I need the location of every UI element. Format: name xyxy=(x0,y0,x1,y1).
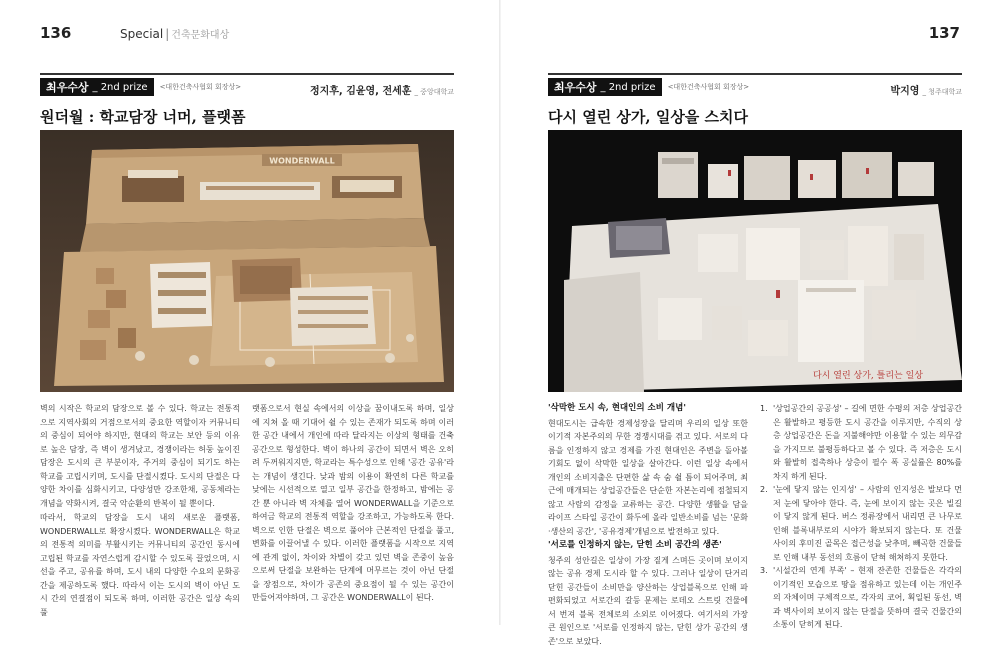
award-organization: <대한건축사협회 회장상> xyxy=(667,83,750,91)
page-number-left: 136 xyxy=(40,24,72,42)
paragraph: 따라서, 학교의 담장을 도시 내의 새로운 플랫폼, WONDERWALL로 확장시켰다. WONDERWALL은 학교의 전통적 의미를 부활시키는 커뮤니티의 공간인 동시에 고립된 학교를 자연스럽게 감시할 수 있도록 끌었으며, 시선을 주고, 공유를 하며, 도시 내의 다양한 수요의 문화공간을 제공하도록 했다. 따라서 이는 도시의 벽이 아닌 도시 간의 연결점이 되도록 하며, 이러한 공간은 일상 속의 풀 xyxy=(40,513,240,617)
author-school: _ 청주대학교 xyxy=(922,88,962,96)
paragraph: 벽의 시작은 학교의 담장으로 볼 수 있다. 학교는 전통적으로 지역사회의 거점으로서의 중요한 역할이자 커뮤니티의 중심이 되어야 하지만, 현대의 학교는 보안 등의 이유로 높은 담장, 즉 벽이 생겨났고, 경쟁이라는 허둥 높이진 담장은 도시의 큰 부분이자, 주거의 중심이 되기도 하는 학교를 고립시키며, 도시를 단절시켰다. 도시의 단절은 다양한 차이를 심화시키고, 다양성만 강조한채, 공동체라는 개념을 약화시켜, 결국 악순환의 반복이 될 뿐이다. xyxy=(40,404,240,508)
list-item xyxy=(760,402,962,483)
subheading: '서로를 인정하지 않는, 닫힌 소비 공간의 생존' xyxy=(548,540,722,550)
article-title-left: 원더월 : 학교담장 너머, 플랫폼 xyxy=(40,108,246,126)
authors-left xyxy=(310,82,454,97)
article-title-right: 다시 열린 상가, 일상을 스치다 xyxy=(548,108,748,126)
model-photo-arcade xyxy=(548,130,962,392)
arcade-model-illustration xyxy=(548,130,962,392)
award-name: 최우수상 xyxy=(554,81,597,94)
list-text: '눈에 닿지 않는 인지성' – 사람의 인지성은 발보다 먼저 눈에 닿아야 한다. 즉, 눈에 보이지 않는 곳은 빌길이 닿지 않게 된다. 버스 정류장에서 내리면 큰 나무로 인해 블록내부로의 시야가 확보되지 않는다. 또 건물 사이의 후미진 골목은 접근성을 낮추며, 빼곡한 건물들로 인해 내부 동선의 흐름이 닫혀 해쳐하지 못한다. xyxy=(773,485,962,562)
author-names: 박지영 xyxy=(890,86,920,97)
section-separator: | xyxy=(165,27,170,41)
award-name: 최우수상 xyxy=(46,81,89,94)
award-badge xyxy=(548,78,662,96)
list-number: 1. xyxy=(760,404,768,413)
body-column-left-2 xyxy=(252,402,454,606)
list-text: '시설간의 연계 부족' – 현재 잔존한 건물들은 각각의 이기적인 모습으로 땅을 점유하고 있는데 이는 개인주의 자체이며 구체적으로, 각자의 코어, 획일된 동선, 벽과 벽사이의 보이지 않는 단절을 뜻하며 결국 건물간의 소통이 닫히게 된다. xyxy=(773,566,962,629)
wonderwall-sign: WONDERWALL xyxy=(269,156,335,166)
award-english: _ 2nd prize xyxy=(600,81,656,93)
list-text: '상업공간의 공공성' – 길에 면한 수평의 저층 상업공간은 활발하고 평등한 도시 공간을 이루지만, 수직의 상층 상업공간은 돈을 지불해야만 이용할 수 있는 의무감을 가지므로 불평등하다고 볼 수 있다. 즉 저층은 도시와 활발히 접촉하나 상층이 필수 폭 공실률은 80%를 차지 하게 된다. xyxy=(773,404,962,481)
photo-caption: 다시 열린 상가, 틀리는 일상 xyxy=(813,371,923,381)
award-badge xyxy=(40,78,154,96)
paragraph: 청주의 성안길은 일상이 가장 짙게 스며든 곳이며 보이지 않는 공유 경제 도시라 할 수 있다. 그러나 일상이 단거리 닫힌 공간들이 소비만을 양산하는 상업블록으로 인해 파편화되었고 서로간의 갈등 문제는 로데오 스트릿 건물에서 번져 블록 전체로의 소외로 이어졌다. 여기서의 가장 큰 원인으로 '서로를 인정하지 않는, 닫힌 상가 공간의 생존'으로 보았다. xyxy=(548,555,748,646)
award-english: _ 2nd prize xyxy=(92,81,148,93)
model-photo-wonderwall xyxy=(40,130,454,392)
section-subtitle: 건축문화대상 xyxy=(171,30,230,41)
list-number: 3. xyxy=(760,566,768,575)
header-rule-right xyxy=(548,73,962,75)
subheading: '삭막한 도시 속, 현대인의 소비 개념' xyxy=(548,403,686,413)
author-school: _ 중앙대학교 xyxy=(414,88,454,96)
award-organization: <대한건축사협회 회장상> xyxy=(159,83,242,91)
award-label-right xyxy=(548,78,749,96)
header-rule-left xyxy=(40,73,454,75)
list-item xyxy=(760,564,962,632)
section-header xyxy=(120,26,229,41)
page-number-right: 137 xyxy=(928,24,960,42)
list-item xyxy=(760,483,962,564)
body-column-right-2 xyxy=(760,402,962,632)
award-label-left xyxy=(40,78,241,96)
page-gutter xyxy=(499,0,501,625)
list-number: 2. xyxy=(760,485,768,494)
section-title: Special xyxy=(120,27,164,41)
body-column-left-1 xyxy=(40,402,240,620)
body-column-right-1 xyxy=(548,402,748,649)
paragraph: 랫폼으로서 현실 속에서의 이상을 꿈이내도록 하며, 일상에 지쳐 올 때 기대어 쉴 수 있는 존재가 되도록 하며 이러한 공간 내에서 개인에 따라 달라지는 이상의 형태를 건축 공간으로 형성한다. 벽이 하나의 공간이 되면서 벽은 오히려 두꺼워지지만, 학교라는 특수성으로 인해 '공간 공유'라는 개념이 생긴다. 낮과 밤의 이용이 확연히 다른 학교를 낮에는 시선적으로 열고 일부 공간을 한정하고, 밤에는 공간 뿐 아니라 벽 자체를 열어 WONDERWALL을 기준으로 하여금 학교의 전통적 역할을 강조하고, 가능하도록 한다. 벽으로 인한 단절은 벽으로 풀어야 근본적인 단절을 풀고, 변화를 이끌어낼 수 있다. 이러한 플랫폼을 시작으로 지역에 관계 없이, 차이와 차별이 갖고 있던 벽을 존중이 높음으로써 단절을 보완하는 단계에 머무르는 것이 아닌 단절을 장점으로, 차이가 공존의 중요점이 될 수 있는 공간이 만들어져야하며, 그 공간은 WONDERWALL이 된다. xyxy=(252,404,454,602)
paragraph: 현대도시는 급속한 경제성장을 달리며 우리의 일상 또한 이기적 자본주의의 무한 경쟁시대를 겪고 있다. 서로의 다름을 인정하지 않고 경제를 가진 현대인은 주변을 돌아볼 기회도 없이 삭막한 일상을 살아간다. 이런 일상 속에서 개인의 소비지출은 단편한 삶 속 숨 쉴 틈이 되어주며, 최근에 매개되는 상업공간들은 단순한 자본논리에 점철되지 않고 사람의 감정을 교류하는 공간. 다양한 생활을 담을 라이프 스타일 공간이 화두에 올라 일반소비를 넘는 '문화·생산의 공간', '공유경제'개념으로 발전하고 있다. xyxy=(548,418,748,536)
wonderwall-model-illustration xyxy=(40,130,454,392)
authors-right xyxy=(890,82,962,97)
author-names: 정지후, 김윤영, 전세훈 xyxy=(309,86,412,97)
